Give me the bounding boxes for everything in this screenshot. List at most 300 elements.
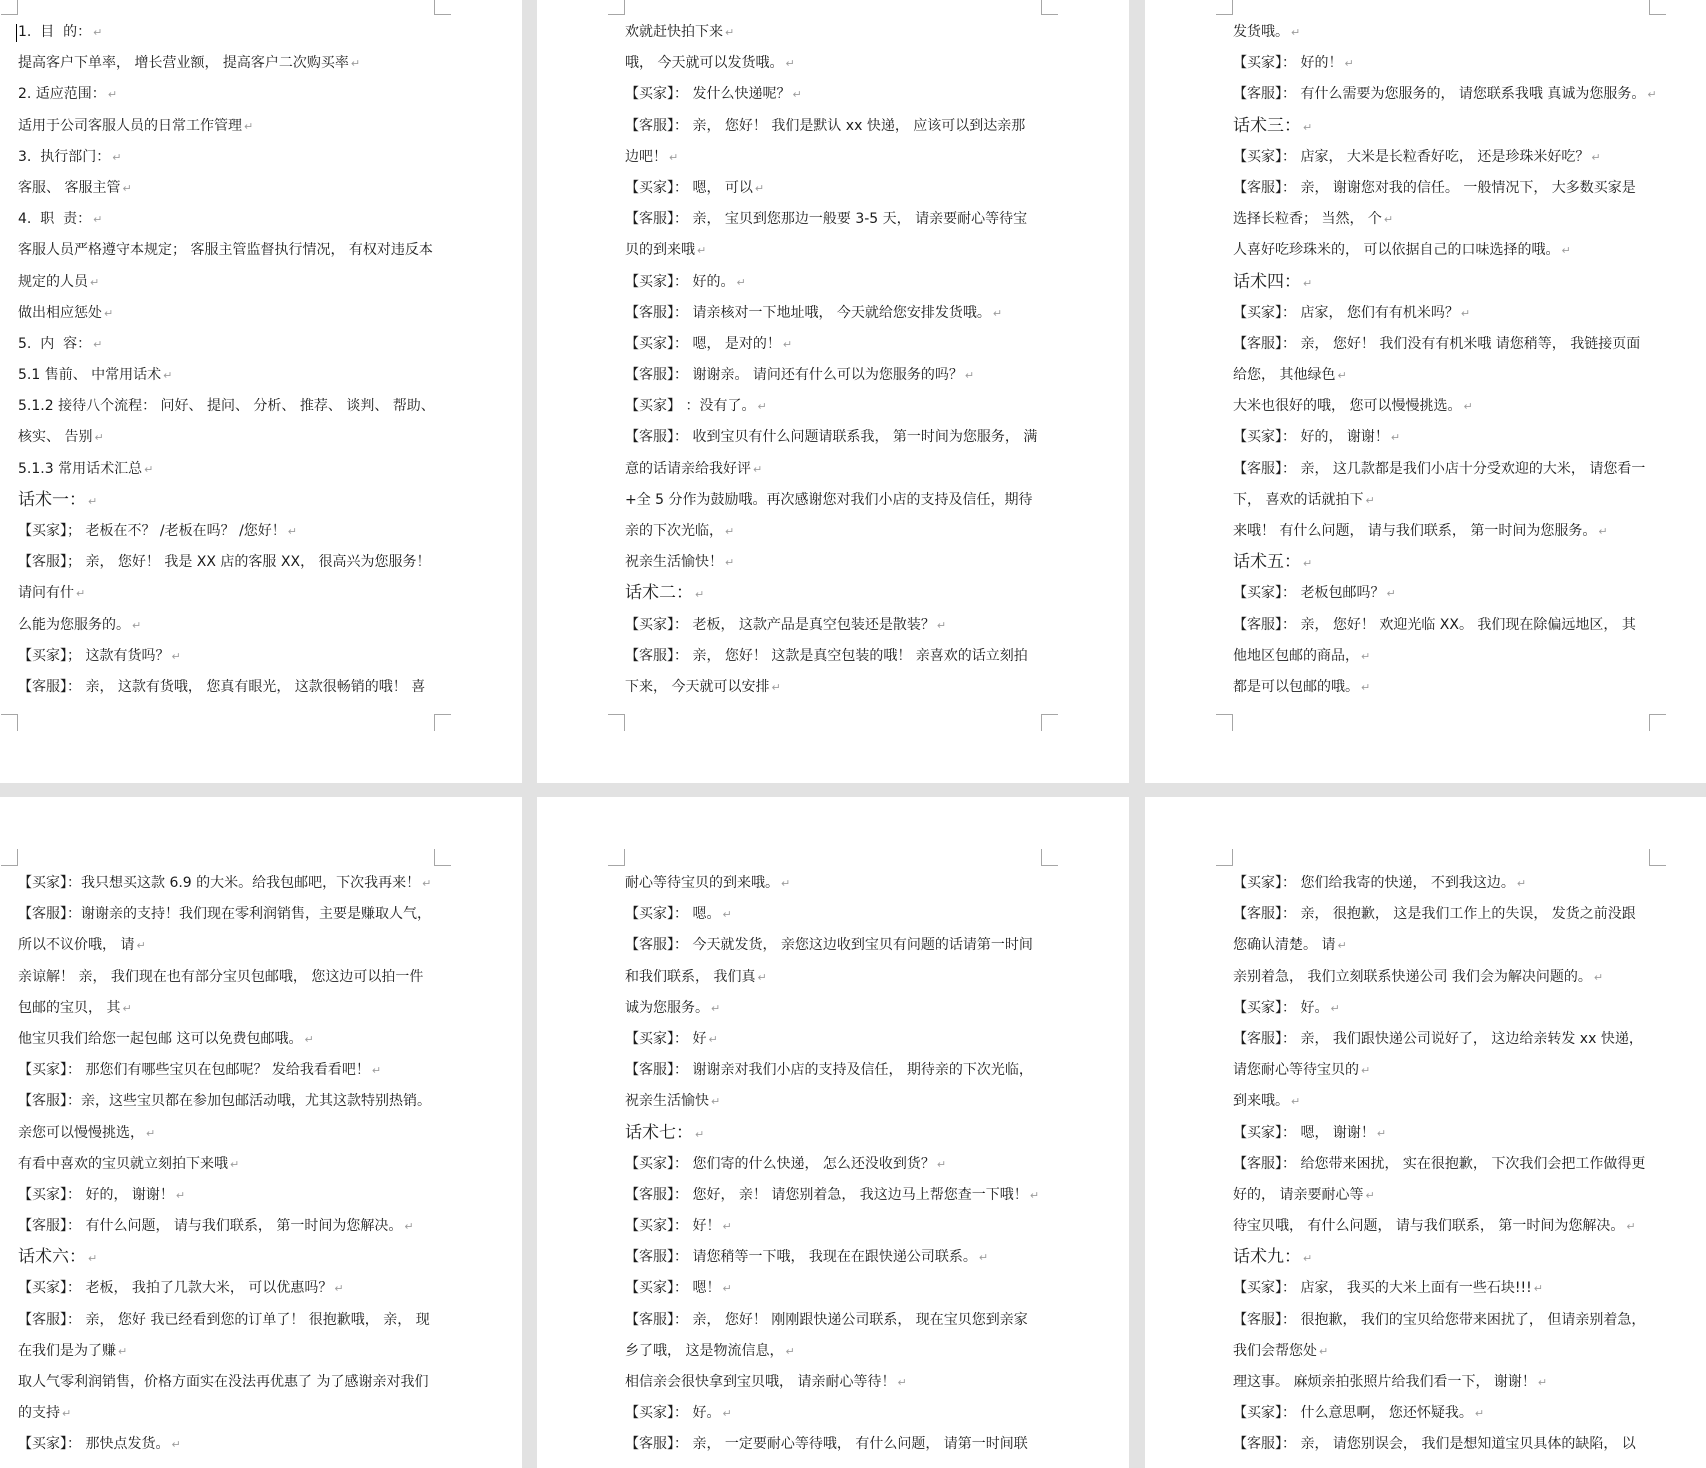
paragraph-mark-icon: ↵ [1361, 649, 1371, 663]
line-text: 【买家】： 好的， 谢谢！ [1233, 429, 1389, 446]
paragraph-mark-icon: ↵ [94, 431, 104, 445]
text-line[interactable] [625, 454, 1049, 485]
paragraph-mark-icon: ↵ [1647, 88, 1657, 102]
line-text: 亲您可以慢慢挑选， [18, 1124, 144, 1141]
paragraph-mark-icon: ↵ [404, 1220, 414, 1234]
text-line[interactable] [18, 267, 442, 298]
text-line[interactable] [625, 1055, 1049, 1086]
paragraph-mark-icon: ↵ [1390, 431, 1401, 445]
line-text: 【买家】：我只想买这款 6.9 的大米。给我包邮吧，下次我再来！ [18, 875, 421, 891]
paragraph-mark-icon: ↵ [757, 400, 767, 414]
text-line[interactable] [18, 1118, 442, 1149]
line-text: 【买家】： 好。 [625, 1405, 721, 1422]
text-line[interactable] [1233, 360, 1657, 391]
line-text: 话术九： [1233, 1247, 1301, 1268]
line-text: 【买家】： 老板， 我拍了几款大米， 可以优惠吗？ [18, 1280, 333, 1297]
paragraph-mark-icon: ↵ [163, 369, 173, 383]
line-text: 【客服】： 亲， 您好！ 这款是真空包装的哦！ 亲喜欢的话立刻拍 [625, 647, 1028, 664]
text-line[interactable] [625, 1398, 1049, 1429]
text-line[interactable] [1233, 1273, 1657, 1304]
page-body[interactable] [1233, 17, 1657, 703]
paragraph-mark-icon: ↵ [785, 57, 795, 71]
text-line[interactable] [18, 1149, 442, 1180]
line-text: 客服人员严格遵守本规定； 客服主管监督执行情况， 有权对违反本 [18, 242, 433, 259]
paragraph-mark-icon: ↵ [725, 525, 735, 538]
line-text: 乡了哦， 这是物流信息， [625, 1342, 784, 1359]
text-line[interactable] [18, 1336, 442, 1367]
paragraph-mark-icon: ↵ [1365, 493, 1375, 507]
text-line[interactable] [18, 360, 442, 391]
paragraph-mark-icon: ↵ [736, 275, 746, 289]
text-line[interactable] [18, 17, 442, 48]
text-line[interactable] [625, 422, 1049, 453]
text-line[interactable] [18, 111, 442, 142]
line-text: 【客服】： 有什么问题， 请与我们联系， 第一时间为您解决。 [18, 1218, 403, 1235]
text-line[interactable] [1233, 610, 1657, 641]
line-text: 【客服】： 亲， 您好！ 我们是默认 xx 快递， 应该可以到达亲那 [625, 117, 1026, 134]
paragraph-mark-icon: ↵ [1598, 525, 1608, 538]
crop-mark-bottom-left [608, 714, 625, 731]
text-line[interactable] [625, 235, 1049, 266]
text-line[interactable] [18, 547, 442, 578]
line-text: 【买家】； 这款有货吗？ [18, 647, 170, 664]
text-line[interactable] [1233, 1149, 1657, 1180]
line-text: 适用于公司客服人员的日常工作管理 [18, 117, 242, 134]
line-text: 欢就赶快拍下来 [625, 24, 723, 40]
paragraph-mark-icon: ↵ [76, 587, 86, 601]
text-line[interactable] [1233, 1118, 1657, 1149]
line-text: 【买家】： 什么意思啊， 您还怀疑我。 [1233, 1405, 1473, 1422]
text-line[interactable] [18, 672, 442, 703]
text-line[interactable] [1233, 235, 1657, 266]
text-line[interactable] [625, 1180, 1049, 1211]
paragraph-mark-icon: ↵ [112, 150, 122, 164]
text-line[interactable] [625, 1429, 1049, 1460]
text-line[interactable] [625, 48, 1049, 79]
text-line[interactable] [625, 868, 1049, 899]
line-text: 5.1.2 接待八个流程： 问好、 提问、 分析、 推荐、 谈判、 帮助、 [18, 398, 435, 415]
line-text: 核实、 告别 [18, 429, 93, 446]
section-heading[interactable] [1233, 1242, 1657, 1273]
section-heading[interactable] [1233, 267, 1657, 298]
line-text: 话术一： [18, 489, 86, 510]
paragraph-mark-icon: ↵ [1337, 939, 1347, 953]
text-line[interactable] [625, 1024, 1049, 1055]
crop-mark-top-right [434, 849, 451, 866]
text-line[interactable] [18, 298, 442, 329]
text-line[interactable] [18, 1273, 442, 1304]
text-line[interactable] [625, 962, 1049, 993]
text-line[interactable] [1233, 79, 1657, 110]
text-line[interactable] [625, 672, 1049, 703]
text-line[interactable] [625, 298, 1049, 329]
text-line[interactable] [625, 547, 1049, 578]
crop-mark-top-right [1041, 849, 1058, 866]
text-line[interactable] [18, 1055, 442, 1086]
text-line[interactable] [1233, 1336, 1657, 1367]
text-line[interactable] [18, 235, 442, 266]
line-text: 在我们是为了赚 [18, 1342, 116, 1359]
paragraph-mark-icon: ↵ [230, 1157, 240, 1171]
text-line[interactable] [18, 1180, 442, 1211]
line-text: 来哦！ 有什么问题， 请与我们联系， 第一时间为您服务。 [1233, 523, 1597, 539]
line-text: 【买家】： 嗯， 谢谢！ [1233, 1124, 1375, 1141]
paragraph-mark-icon: ↵ [93, 213, 103, 227]
text-line[interactable] [625, 17, 1049, 48]
section-heading[interactable] [1233, 111, 1657, 142]
text-line[interactable] [18, 391, 442, 422]
line-text: 【买家】： 好！ [625, 1218, 721, 1235]
line-text: 【客服】： 收到宝贝有什么问题请联系我， 第一时间为您服务， 满 [625, 429, 1038, 446]
line-text: 都是可以包邮的哦。 [1233, 678, 1359, 695]
paragraph-mark-icon: ↵ [1386, 587, 1396, 601]
paragraph-mark-icon: ↵ [371, 1064, 382, 1078]
line-text: 【客服】： 亲， 请您别误会， 我们是想知道宝贝具体的缺陷， 以 [1233, 1436, 1636, 1453]
line-text: 请问有什 [18, 585, 74, 602]
text-line[interactable] [18, 610, 442, 641]
text-line[interactable] [625, 204, 1049, 235]
page-body[interactable] [1233, 868, 1657, 1461]
text-line[interactable] [18, 993, 442, 1024]
line-text: 和我们联系， 我们真 [625, 968, 756, 985]
text-line[interactable] [625, 610, 1049, 641]
line-text: 【买家】： 那您们有哪些宝贝在包邮呢？ 发给我看看吧！ [18, 1062, 370, 1079]
text-line[interactable] [18, 641, 442, 672]
paragraph-mark-icon: ↵ [695, 588, 705, 602]
paragraph-mark-icon: ↵ [785, 1344, 795, 1358]
text-line[interactable] [18, 79, 442, 110]
paragraph-mark-icon: ↵ [1319, 1344, 1329, 1358]
paragraph-mark-icon: ↵ [1330, 1001, 1340, 1015]
line-text: 【买家】； 老板在不？ /老板在吗？ /您好！ [18, 523, 286, 539]
text-line[interactable] [1233, 962, 1657, 993]
text-line[interactable] [18, 578, 442, 609]
line-text: 【买家】： 发什么快递呢？ [625, 86, 791, 103]
line-text: 【客服】： 亲， 谢谢您对我的信任。 一般情况下， 大多数买家是 [1233, 179, 1636, 196]
crop-mark-bottom-right [434, 714, 451, 731]
paragraph-mark-icon: ↵ [697, 244, 707, 258]
text-line[interactable] [625, 641, 1049, 672]
paragraph-mark-icon: ↵ [1361, 1064, 1371, 1078]
section-heading[interactable] [625, 578, 1049, 609]
line-text: 【买家】： 嗯。 [625, 906, 721, 923]
text-line[interactable] [625, 360, 1049, 391]
paragraph-mark-icon: ↵ [334, 1282, 344, 1296]
line-text: 【客服】： 请您稍等一下哦， 我现在在跟快递公司联系。 [625, 1249, 977, 1266]
text-line[interactable] [18, 1305, 442, 1336]
line-text: 提高客户下单率， 增长营业额， 提高客户二次购买率 [18, 55, 349, 72]
paragraph-mark-icon: ↵ [422, 877, 432, 890]
line-text: 【客服】： 亲， 您好！ 刚刚跟快递公司联系， 现在宝贝您到亲家 [625, 1311, 1028, 1328]
page-body[interactable] [18, 868, 442, 1461]
crop-mark-top-right [1041, 0, 1058, 15]
line-text: 3. 执行部门： [18, 148, 111, 165]
text-line[interactable] [625, 1367, 1049, 1398]
text-line[interactable] [1233, 1398, 1657, 1429]
crop-mark-top-left [1, 0, 18, 15]
text-line[interactable] [18, 1429, 442, 1460]
page-body[interactable] [625, 17, 1049, 703]
text-line[interactable] [1233, 1055, 1657, 1086]
line-text: 【买家】： 嗯， 是对的！ [625, 335, 781, 352]
text-line[interactable] [625, 1305, 1049, 1336]
page-body[interactable] [18, 17, 442, 703]
line-text: 【客服】： 亲， 您好！ 我们没有有机米哦 请您稍等， 我链接页面 [1233, 335, 1641, 352]
paragraph-mark-icon: ↵ [136, 939, 146, 953]
text-line[interactable] [18, 930, 442, 961]
line-text: 包邮的宝贝， 其 [18, 999, 121, 1016]
line-text: 哦， 今天就可以发货哦。 [625, 55, 784, 72]
paragraph-mark-icon: ↵ [792, 88, 802, 102]
paragraph-mark-icon: ↵ [1303, 557, 1313, 571]
line-text: 【客服】：谢谢亲的支持！我们现在零利润销售，主要是赚取人气， [18, 906, 431, 923]
text-line[interactable] [1233, 1429, 1657, 1460]
paragraph-mark-icon: ↵ [1383, 213, 1394, 227]
document-page-3 [1145, 0, 1706, 783]
text-line[interactable] [1233, 641, 1657, 672]
text-line[interactable] [18, 1086, 442, 1117]
line-text: 【买家】： 好的， 谢谢！ [18, 1186, 174, 1203]
line-text: 【买家】： 店家， 我买的大米上面有一些石块!!! [1233, 1280, 1532, 1297]
document-page-5 [537, 797, 1129, 1468]
text-line[interactable] [625, 1273, 1049, 1304]
line-text: 【客服】： 有什么需要为您服务的， 请您联系我哦 真诚为您服务。 [1233, 86, 1646, 103]
line-text: 您确认清楚。 请 [1233, 937, 1336, 954]
line-text: +全 5 分作为鼓励哦。再次感谢您对我们小店的支持及信任，期待 [625, 491, 1033, 508]
line-text: 【买家】： 那快点发货。 [18, 1436, 170, 1453]
line-text: 人喜好吃珍珠米的， 可以依据自己的口味选择的哦。 [1233, 242, 1560, 259]
line-text: 话术七： [625, 1122, 693, 1143]
text-line[interactable] [18, 1024, 442, 1055]
paragraph-mark-icon: ↵ [1303, 120, 1313, 134]
line-text: 规定的人员 [18, 273, 88, 290]
text-line[interactable] [625, 516, 1049, 547]
paragraph-mark-icon: ↵ [722, 1407, 732, 1421]
section-heading[interactable] [1233, 547, 1657, 578]
paragraph-mark-icon: ↵ [771, 680, 781, 694]
paragraph-mark-icon: ↵ [1029, 1188, 1040, 1202]
line-text: 5. 内 容： [18, 335, 92, 352]
paragraph-mark-icon: ↵ [722, 1282, 732, 1296]
text-line[interactable] [625, 899, 1049, 930]
paragraph-mark-icon: ↵ [104, 306, 114, 320]
crop-mark-top-left [1216, 849, 1233, 866]
line-text: 我们会帮您处 [1233, 1342, 1317, 1359]
paragraph-mark-icon: ↵ [171, 649, 181, 663]
text-line[interactable] [625, 173, 1049, 204]
text-line[interactable] [18, 454, 442, 485]
line-text: 【买家】： 好的！ [1233, 55, 1343, 72]
text-line[interactable] [1233, 173, 1657, 204]
paragraph-mark-icon: ↵ [304, 1032, 314, 1046]
paragraph-mark-icon: ↵ [93, 337, 103, 351]
line-text: 4. 职 责： [18, 211, 92, 228]
paragraph-mark-icon: ↵ [1593, 970, 1604, 984]
paragraph-mark-icon: ↵ [753, 462, 763, 476]
paragraph-mark-icon: ↵ [722, 908, 732, 922]
paragraph-mark-icon: ↵ [146, 1126, 156, 1140]
section-heading[interactable] [625, 1118, 1049, 1149]
paragraph-mark-icon: ↵ [711, 1001, 721, 1015]
crop-mark-top-left [1, 849, 18, 866]
paragraph-mark-icon: ↵ [782, 337, 793, 351]
paragraph-mark-icon: ↵ [978, 1251, 989, 1265]
line-text: 【买家】： 好 [625, 1030, 707, 1047]
text-line[interactable] [18, 142, 442, 173]
text-line[interactable] [1233, 1367, 1657, 1398]
line-text: 【客服】： 谢谢亲对我们小店的支持及信任， 期待亲的下次光临， [625, 1062, 1033, 1079]
line-text: 【买家】： 老板包邮吗？ [1233, 585, 1385, 602]
text-line[interactable] [1233, 422, 1657, 453]
text-line[interactable] [1233, 516, 1657, 547]
text-line[interactable] [18, 173, 442, 204]
paragraph-mark-icon: ↵ [350, 57, 361, 71]
text-line[interactable] [1233, 868, 1657, 899]
text-line[interactable] [18, 329, 442, 360]
text-line[interactable] [1233, 1024, 1657, 1055]
paragraph-mark-icon: ↵ [757, 970, 767, 984]
line-text: 耐心等待宝贝的到来哦。 [625, 875, 779, 891]
text-line[interactable] [18, 48, 442, 79]
crop-mark-top-right [1649, 0, 1666, 15]
text-line[interactable] [625, 1149, 1049, 1180]
line-text: 【客服】： 您好， 亲！ 请您别着急， 我这边马上帮您查一下哦！ [625, 1186, 1028, 1203]
line-text: 边吧！ [625, 148, 667, 165]
text-line[interactable] [1233, 672, 1657, 703]
text-line[interactable] [18, 1398, 442, 1429]
paragraph-mark-icon: ↵ [781, 877, 791, 890]
paragraph-mark-icon: ↵ [88, 494, 98, 508]
text-line[interactable] [625, 142, 1049, 173]
line-text: 做出相应惩处 [18, 304, 102, 321]
paragraph-mark-icon: ↵ [725, 26, 735, 39]
text-line[interactable] [18, 516, 442, 547]
text-line[interactable] [1233, 930, 1657, 961]
line-text: 取人气零利润销售，价格方面实在没法再优惠了 为了感谢亲对我们 [18, 1374, 429, 1390]
paragraph-mark-icon: ↵ [725, 556, 735, 570]
text-line[interactable] [625, 930, 1049, 961]
paragraph-mark-icon: ↵ [669, 150, 679, 164]
crop-mark-top-left [608, 0, 625, 15]
paragraph-mark-icon: ↵ [1474, 1407, 1485, 1421]
text-line[interactable] [18, 868, 442, 899]
paragraph-mark-icon: ↵ [88, 1252, 98, 1266]
text-line[interactable] [1233, 454, 1657, 485]
crop-mark-bottom-right [1649, 714, 1666, 731]
line-text: 所以不议价哦， 请 [18, 937, 135, 954]
document-page-1 [0, 0, 522, 783]
paragraph-mark-icon: ↵ [1365, 1188, 1375, 1202]
paragraph-mark-icon: ↵ [1303, 1252, 1313, 1266]
text-line[interactable] [1233, 204, 1657, 235]
line-text: 意的话请亲给我好评 [625, 460, 751, 477]
paragraph-mark-icon: ↵ [1337, 369, 1347, 383]
paragraph-mark-icon: ↵ [62, 1407, 72, 1421]
text-line[interactable] [1233, 1086, 1657, 1117]
text-line[interactable] [625, 1086, 1049, 1117]
text-line[interactable] [1233, 578, 1657, 609]
text-line[interactable] [1233, 485, 1657, 516]
paragraph-mark-icon: ↵ [122, 181, 132, 195]
paragraph-mark-icon: ↵ [711, 1095, 721, 1109]
paragraph-mark-icon: ↵ [1460, 306, 1471, 320]
text-line[interactable] [625, 79, 1049, 110]
text-line[interactable] [1233, 298, 1657, 329]
paragraph-mark-icon: ↵ [1361, 680, 1371, 694]
paragraph-mark-icon: ↵ [1561, 244, 1571, 258]
text-line[interactable] [18, 204, 442, 235]
line-text: 祝亲生活愉快！ [625, 554, 723, 571]
line-text: 亲别着急， 我们立刻联系快递公司 我们会为解决问题的。 [1233, 968, 1592, 985]
text-line[interactable] [625, 267, 1049, 298]
section-heading[interactable] [18, 485, 442, 516]
text-line[interactable] [625, 485, 1049, 516]
text-line[interactable] [18, 1367, 442, 1398]
text-line[interactable] [625, 993, 1049, 1024]
text-line[interactable] [625, 1211, 1049, 1242]
text-line[interactable] [1233, 1211, 1657, 1242]
paragraph-mark-icon: ↵ [695, 1127, 705, 1141]
paragraph-mark-icon: ↵ [144, 462, 154, 476]
line-text: 【客服】： 亲， 这款有货哦， 您真有眼光， 这款很畅销的哦！ 喜 [18, 678, 426, 695]
text-line[interactable] [625, 391, 1049, 422]
text-line[interactable] [1233, 1180, 1657, 1211]
text-line[interactable] [1233, 329, 1657, 360]
line-text: 【客服】： 亲， 您好！ 欢迎光临 XX。 我们现在除偏远地区， 其 [1233, 616, 1636, 633]
line-text: 【客服】： 谢谢亲。 请问还有什么可以为您服务的吗？ [625, 367, 963, 384]
line-text: 【客服】： 亲， 您好 我已经看到您的订单了！ 很抱歉哦， 亲， 现 [18, 1311, 430, 1328]
text-line[interactable] [18, 962, 442, 993]
text-line[interactable] [1233, 142, 1657, 173]
text-line[interactable] [625, 329, 1049, 360]
text-line[interactable] [625, 1242, 1049, 1273]
paragraph-mark-icon: ↵ [708, 1032, 718, 1046]
text-line[interactable] [1233, 993, 1657, 1024]
text-line[interactable] [18, 422, 442, 453]
line-text: 的支持 [18, 1405, 60, 1422]
paragraph-mark-icon: ↵ [1516, 877, 1527, 890]
section-heading[interactable] [18, 1242, 442, 1273]
document-page-6 [1145, 797, 1706, 1468]
line-text: 【客服】： 亲， 我们跟快递公司说好了， 这边给亲转发 xx 快递， [1233, 1030, 1643, 1047]
text-line[interactable] [1233, 899, 1657, 930]
paragraph-mark-icon: ↵ [122, 1001, 132, 1015]
text-line[interactable] [1233, 391, 1657, 422]
line-text: 相信亲会很快拿到宝贝哦， 请亲耐心等待！ [625, 1374, 896, 1390]
line-text: 大米也很好的哦， 您可以慢慢挑选。 [1233, 398, 1462, 415]
text-line[interactable] [625, 111, 1049, 142]
text-line[interactable] [1233, 48, 1657, 79]
line-text: 【买家】： 您们寄的什么快递， 怎么还没收到货？ [625, 1155, 935, 1172]
line-text: 他宝贝我们给您一起包邮 这可以免费包邮哦。 [18, 1030, 303, 1047]
paragraph-mark-icon: ↵ [992, 306, 1003, 320]
paragraph-mark-icon: ↵ [244, 119, 254, 133]
paragraph-mark-icon: ↵ [287, 525, 298, 538]
paragraph-mark-icon: ↵ [1376, 1126, 1387, 1140]
line-text: 【客服】： 请亲核对一下地址哦， 今天就给您安排发货哦。 [625, 304, 991, 321]
text-line[interactable] [1233, 17, 1657, 48]
text-cursor [16, 24, 17, 42]
line-text: 话术二： [625, 583, 693, 604]
crop-mark-top-right [434, 0, 451, 15]
text-line[interactable] [625, 1336, 1049, 1367]
page-body[interactable] [625, 868, 1049, 1461]
text-line[interactable] [18, 899, 442, 930]
line-text: 5.1 售前、 中常用话术 [18, 367, 162, 384]
line-text: 亲谅解！ 亲， 我们现在也有部分宝贝包邮哦， 您这边可以拍一件 [18, 968, 424, 985]
text-line[interactable] [1233, 1305, 1657, 1336]
text-line[interactable] [18, 1211, 442, 1242]
